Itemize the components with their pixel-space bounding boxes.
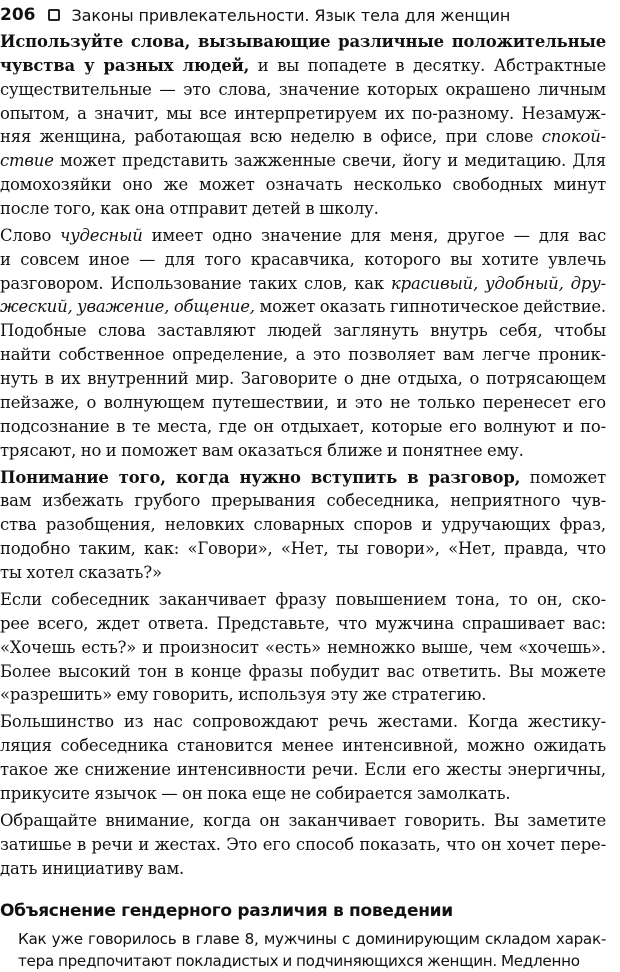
text-run: нуть в их внутренний мир. Заговорите о дне отдыха, о потрясающем	[0, 369, 606, 388]
text-line	[0, 561, 606, 585]
text-line	[0, 833, 606, 857]
text-line	[0, 513, 606, 537]
text-run: подобно таким, как: «Говори», «Нет, ты говори», «Нет, правда, что	[0, 539, 606, 559]
text-run: и совсем иное — для того красавчика, которого вы хотите увлечь	[0, 249, 606, 269]
text-line	[0, 197, 606, 221]
text-line	[0, 367, 606, 391]
text-line	[0, 809, 606, 833]
text-line	[0, 125, 606, 149]
text-line	[0, 588, 606, 612]
running-header	[0, 0, 606, 30]
text-line	[0, 319, 606, 343]
text-line	[0, 149, 606, 173]
text-run: домохозяйки оно же может означать несколько свободных минут	[0, 175, 606, 195]
text-line	[0, 683, 606, 707]
text-line	[0, 734, 606, 758]
text-run: ты хотел сказать?»	[0, 562, 162, 582]
text-run: такое же снижение интенсивности речи. Если его жесты энергичны,	[0, 760, 606, 780]
text-run: имеет одно значение для меня, другое — для вас	[142, 225, 606, 245]
text-run: Слово	[0, 225, 61, 245]
running-title: Законы привлекательности. Язык тела для женщин	[71, 5, 511, 25]
paragraph	[0, 809, 606, 881]
text-line	[0, 224, 606, 248]
text-run: «Хочешь есть?» и произносит «есть» немножко выше, чем «хочешь».	[0, 637, 606, 657]
text-run: Более высокий тон в конце фразы побудит вас ответить. Вы можете	[0, 661, 606, 681]
text-run: ляция собеседника становится менее интенсивной, можно ожидать	[0, 736, 606, 756]
text-run: няя женщина, работающая всю неделю в офисе, при слове	[0, 127, 542, 147]
text-run: Если собеседник заканчивает фразу повышением тона, то он, ско-	[0, 589, 606, 609]
text-line	[0, 636, 606, 660]
text-run: после того, как она отправит детей в школу.	[0, 198, 379, 218]
text-run: Обращайте внимание, когда он заканчивает говорить. Вы заметите	[0, 810, 606, 830]
text-run: прикусите язычок — он пока еще не собирается замолкать.	[0, 783, 511, 803]
text-line	[0, 537, 606, 561]
section-paragraph	[18, 928, 606, 972]
text-line	[0, 272, 606, 296]
text-line	[0, 660, 606, 684]
text-line	[0, 489, 606, 513]
text-run: может оказать гипнотическое действие.	[254, 297, 606, 317]
text-line	[0, 295, 606, 319]
text-run: ства разобщения, неловких словарных споров и удручающих фраз,	[0, 515, 606, 535]
text-line	[0, 102, 606, 126]
square-bullet-icon	[48, 9, 60, 21]
text-line	[0, 466, 606, 490]
paragraph	[0, 710, 606, 805]
text-run: пейзаже, о волнующем путешествии, и это не только перенесет его	[0, 392, 606, 412]
text-line	[0, 173, 606, 197]
text-run: опытом, а значит, мы все интерпретируем их по-разному. Незамуж-	[0, 103, 606, 123]
italic-phrase: красивый, удобный, дру-	[391, 273, 606, 293]
italic-phrase: жеский, уважение, общение,	[0, 297, 255, 317]
text-run: «разрешить» ему говорить, используя эту же стратегию.	[0, 685, 487, 705]
text-line	[0, 30, 606, 54]
text-line	[0, 758, 606, 782]
text-run: вам избежать грубого прерывания собеседника, неприятного чув-	[0, 491, 606, 511]
paragraph	[0, 224, 606, 462]
text-line	[0, 78, 606, 102]
bold-phrase: чувства у разных людей,	[0, 55, 250, 75]
section-heading: Объяснение гендерного различия в поведении	[0, 901, 453, 922]
main-text	[0, 30, 606, 880]
text-line	[0, 391, 606, 415]
text-run: дать инициативу вам.	[0, 858, 185, 878]
text-line	[0, 248, 606, 272]
text-line	[0, 782, 606, 806]
text-line: Как уже говорилось в главе 8, мужчины с доминирующим складом харак-	[18, 930, 606, 949]
text-run: поможет	[520, 467, 607, 487]
text-line: тера предпочитают покладистых и подчиняющихся женщин. Медленно	[18, 952, 580, 971]
page-number: 206	[0, 5, 36, 25]
text-run: Подобные слова заставляют людей заглянуть внутрь себя, чтобы	[0, 321, 606, 341]
text-run: рее всего, ждет ответа. Представьте, что мужчина спрашивает вас:	[0, 613, 606, 633]
text-line	[0, 710, 606, 734]
text-run: найти собственное определение, а это позволяет вам легче проник-	[0, 345, 606, 365]
text-run: трясают, но и поможет вам оказаться ближе и понятнее ему.	[0, 440, 524, 460]
text-run: затишье в речи и жестах. Это его способ показать, что он хочет пере-	[0, 834, 606, 854]
text-line	[0, 415, 606, 439]
text-line	[0, 54, 606, 78]
italic-phrase: чудесный	[60, 225, 143, 245]
paragraph	[0, 30, 606, 221]
bold-phrase: Понимание того, когда нужно вступить в разговор,	[0, 467, 521, 487]
text-run: может представить зажженные свечи, йогу и медитацию. Для	[53, 151, 606, 171]
text-run: Большинство из нас сопровождают речь жестами. Когда жестику-	[0, 712, 606, 732]
text-line	[0, 612, 606, 636]
bold-phrase: Используйте слова, вызывающие различные положительные	[0, 32, 606, 51]
italic-phrase: спокой-	[541, 127, 606, 147]
italic-phrase: ствие	[0, 151, 54, 171]
text-run: разговором. Использование таких слов, как	[0, 273, 392, 293]
text-line	[0, 857, 606, 881]
text-line	[0, 439, 606, 463]
text-run: существительные — это слова, значение которых окрашено личным	[0, 79, 606, 99]
text-run: и вы попадете в десятку. Абстрактные	[249, 55, 606, 75]
paragraph	[0, 466, 606, 585]
paragraph	[0, 588, 606, 707]
text-line	[0, 343, 606, 367]
text-run: подсознание в те места, где он отдыхает, которые его волнуют и по-	[0, 416, 606, 436]
